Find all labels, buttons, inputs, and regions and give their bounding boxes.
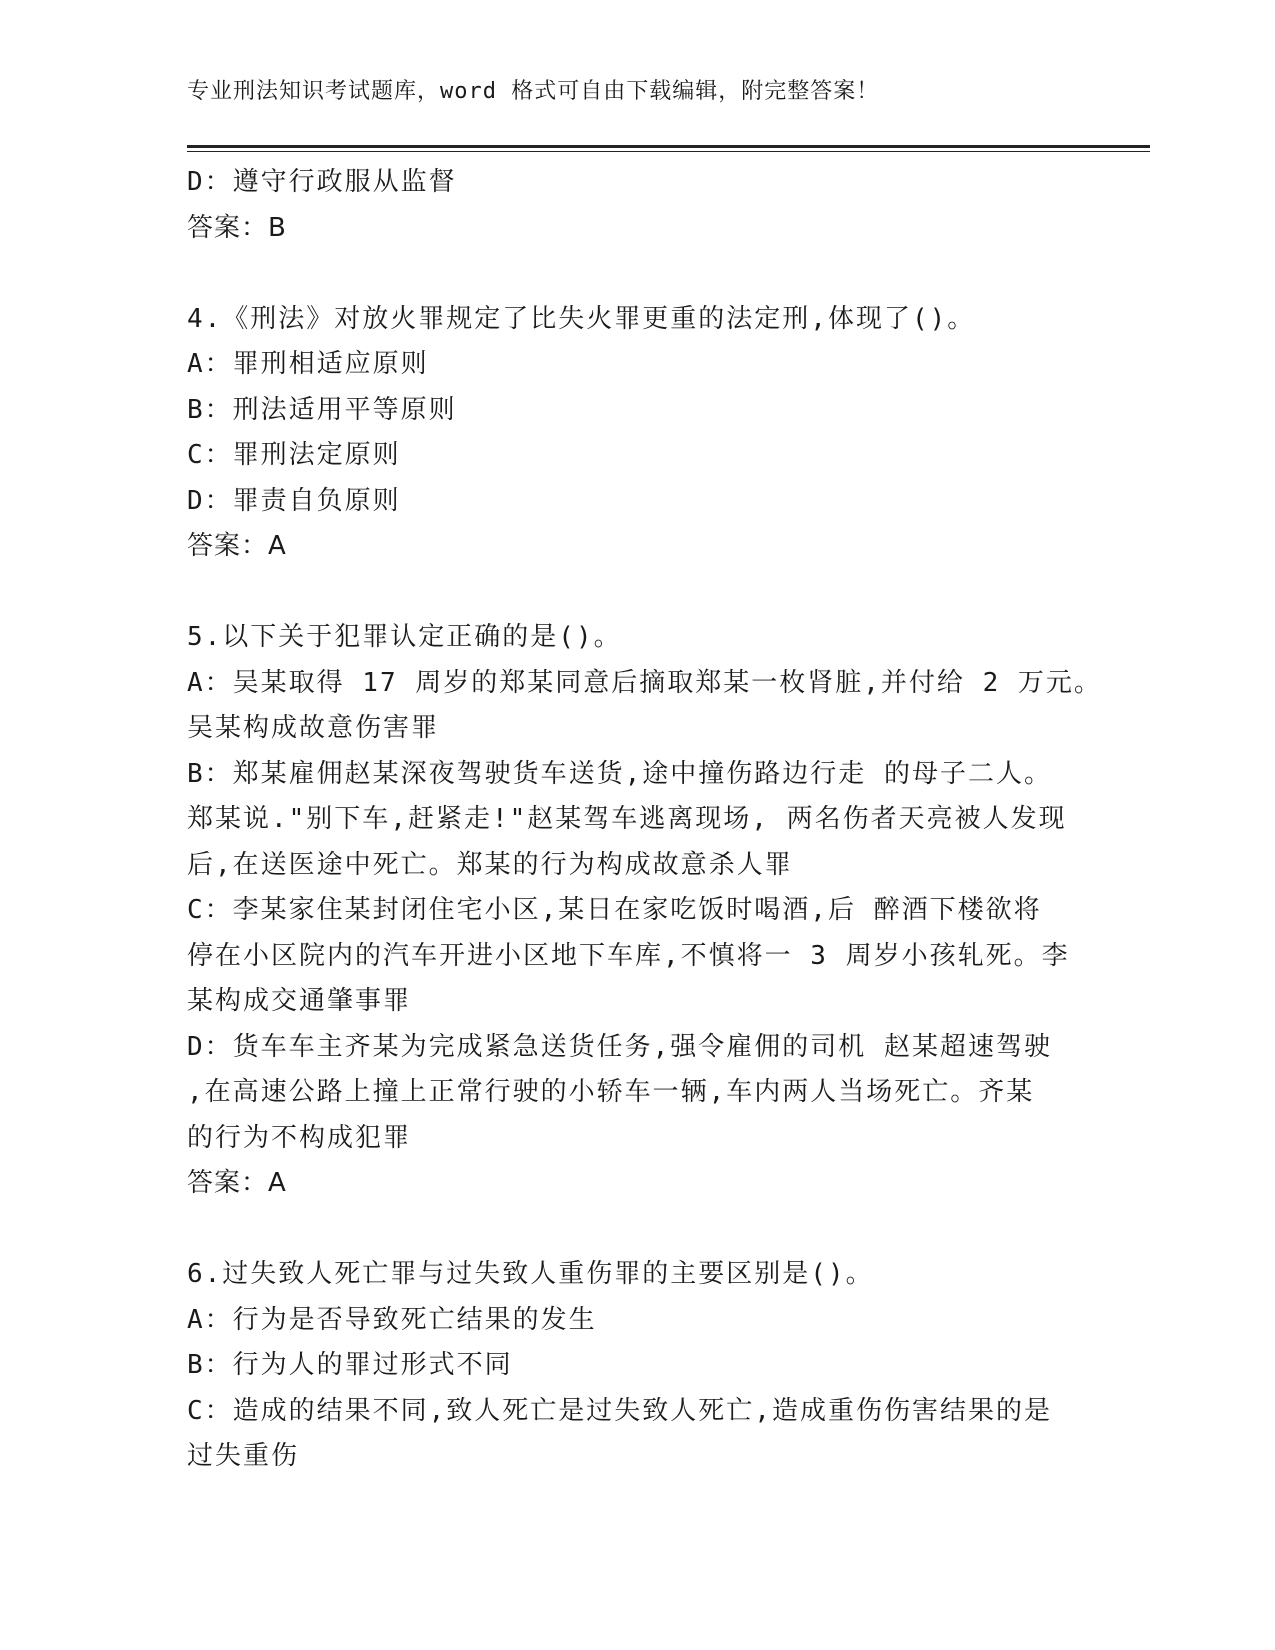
- q6-stem: 6.过失致人死亡罪与过失致人重伤罪的主要区别是()。: [187, 1259, 874, 1289]
- document-header: 专业刑法知识考试题库，word 格式可自由下载编辑，附完整答案！: [187, 79, 880, 104]
- spacer: [187, 570, 1087, 616]
- q6-option-a: A：行为是否导致死亡结果的发生: [187, 1304, 597, 1335]
- q5-option-b-line1: B：郑某雇佣赵某深夜驾驶货车送货,途中撞伤路边行走 的母子二人。: [187, 758, 1052, 789]
- q6-option-c-line2: 过失重伤: [187, 1441, 300, 1471]
- q4-stem: 4.《刑法》对放火罪规定了比失火罪更重的法定刑,体现了()。: [187, 303, 976, 334]
- q4-option-c: C：罪刑法定原则: [187, 440, 401, 470]
- q5-option-b-line3: 后,在送医途中死亡。郑某的行为构成故意杀人罪: [187, 849, 793, 880]
- q4-option-d: D：罪责自负原则: [187, 485, 401, 516]
- q5-option-c-line1: C：李某家住某封闭住宅小区,某日在家吃饭时喝酒,后 醉酒下楼欲将: [187, 895, 1042, 925]
- q5-option-b-line2: 郑某说."别下车,赶紧走!"赵某驾车逃离现场, 两名伤者天亮被人发现: [187, 804, 1067, 834]
- q5-option-d-line2: ,在高速公路上撞上正常行驶的小轿车一辆,车内两人当场死亡。齐某: [187, 1077, 1035, 1107]
- q3-option-d: D：遵守行政服从监督: [187, 167, 457, 197]
- q5-option-d-line3: 的行为不构成犯罪: [187, 1122, 412, 1153]
- spacer: [187, 251, 1087, 297]
- q5-option-c-line2: 停在小区院内的汽车开进小区地下车库,不慎将一 3 周岁小孩轧死。李: [187, 940, 1070, 971]
- q3-answer: 答案：B: [187, 212, 287, 243]
- q5-option-a-line1: A：吴某取得 17 周岁的郑某同意后摘取郑某一枚肾脏,并付给 2 万元。: [187, 667, 1102, 698]
- q6-option-b: B：行为人的罪过形式不同: [187, 1350, 513, 1380]
- q6-option-c-line1: C：造成的结果不同,致人死亡是过失致人死亡,造成重伤伤害结果的是: [187, 1395, 1052, 1426]
- q4-option-b: B：刑法适用平等原则: [187, 394, 457, 425]
- question-content: [187, 160, 1102, 1480]
- q5-option-d-line1: D：货车车主齐某为完成紧急送货任务,强令雇佣的司机 赵某超速驾驶: [187, 1031, 1052, 1062]
- q5-option-a-line2: 吴某构成故意伤害罪: [187, 713, 440, 743]
- spacer: [187, 1207, 1087, 1253]
- q5-answer: 答案：A: [187, 1168, 287, 1198]
- q4-answer: 答案：A: [187, 531, 287, 561]
- header-rule-thin: [187, 151, 1150, 152]
- q4-option-a: A：罪刑相适应原则: [187, 349, 429, 379]
- q5-option-c-line3: 某构成交通肇事罪: [187, 986, 412, 1016]
- q5-stem: 5.以下关于犯罪认定正确的是()。: [187, 622, 622, 652]
- header-rule-thick: [187, 145, 1150, 148]
